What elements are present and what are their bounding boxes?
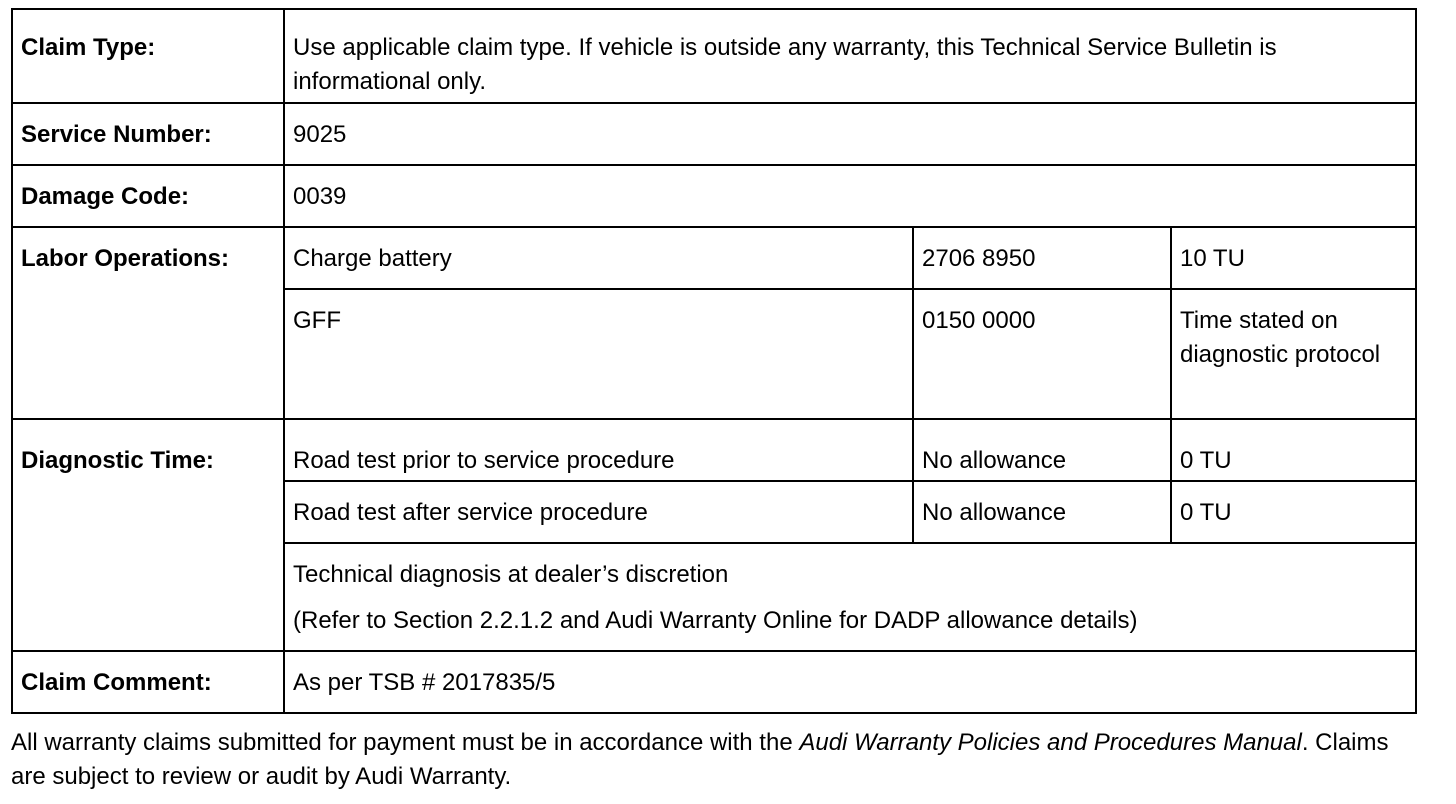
damage-code-value: 0039: [284, 165, 1416, 227]
diagnostic-time-description: Road test after service procedure: [284, 481, 913, 543]
diagnostic-time-description: Road test prior to service procedure: [284, 419, 913, 481]
claim-type-row: [12, 9, 1416, 103]
diagnostic-time-allowance: No allowance: [913, 481, 1171, 543]
service-number-value: 9025: [284, 103, 1416, 165]
diagnostic-time-label: Diagnostic Time:: [12, 419, 284, 651]
claim-type-value: Use applicable claim type. If vehicle is outside any warranty, this Technical Service Bulletin is informational only.: [284, 9, 1416, 103]
warranty-footer-note: [11, 726, 1415, 794]
diagnostic-time-allowance: No allowance: [913, 419, 1171, 481]
labor-operation-time: Time stated on diagnostic protocol: [1171, 289, 1416, 419]
diagnostic-time-value: 0 TU: [1171, 419, 1416, 481]
warranty-claim-table: [11, 8, 1417, 714]
diagnostic-time-value: 0 TU: [1171, 481, 1416, 543]
labor-operation-code: 2706 8950: [913, 227, 1171, 289]
service-number-row: [12, 103, 1416, 165]
footer-text-before: All warranty claims submitted for payment must be in accordance with the: [11, 729, 800, 756]
claim-comment-row: [12, 651, 1416, 713]
dadp-allowance-reference: (Refer to Section 2.2.1.2 and Audi Warranty Online for DADP allowance details): [293, 607, 1138, 634]
technical-diagnosis-cell: [284, 543, 1416, 651]
service-number-label: Service Number:: [12, 103, 284, 165]
labor-operation-code: 0150 0000: [913, 289, 1171, 419]
warranty-manual-title: Audi Warranty Policies and Procedures Manual: [799, 729, 1302, 756]
diagnostic-time-row: [12, 419, 1416, 481]
damage-code-label: Damage Code:: [12, 165, 284, 227]
labor-operations-label: Labor Operations:: [12, 227, 284, 419]
labor-operation-description: Charge battery: [284, 227, 913, 289]
labor-operation-time: 10 TU: [1171, 227, 1416, 289]
labor-operation-description: GFF: [284, 289, 913, 419]
warranty-document: [11, 8, 1415, 794]
claim-type-label: Claim Type:: [12, 9, 284, 103]
technical-diagnosis-note: Technical diagnosis at dealer’s discretion: [293, 561, 729, 588]
damage-code-row: [12, 165, 1416, 227]
footer-text-after: . Claims are subject to review or audit by Audi Warranty.: [11, 729, 1389, 790]
labor-operation-row: [12, 227, 1416, 289]
claim-comment-value: As per TSB # 2017835/5: [284, 651, 1416, 713]
claim-comment-label: Claim Comment:: [12, 651, 284, 713]
